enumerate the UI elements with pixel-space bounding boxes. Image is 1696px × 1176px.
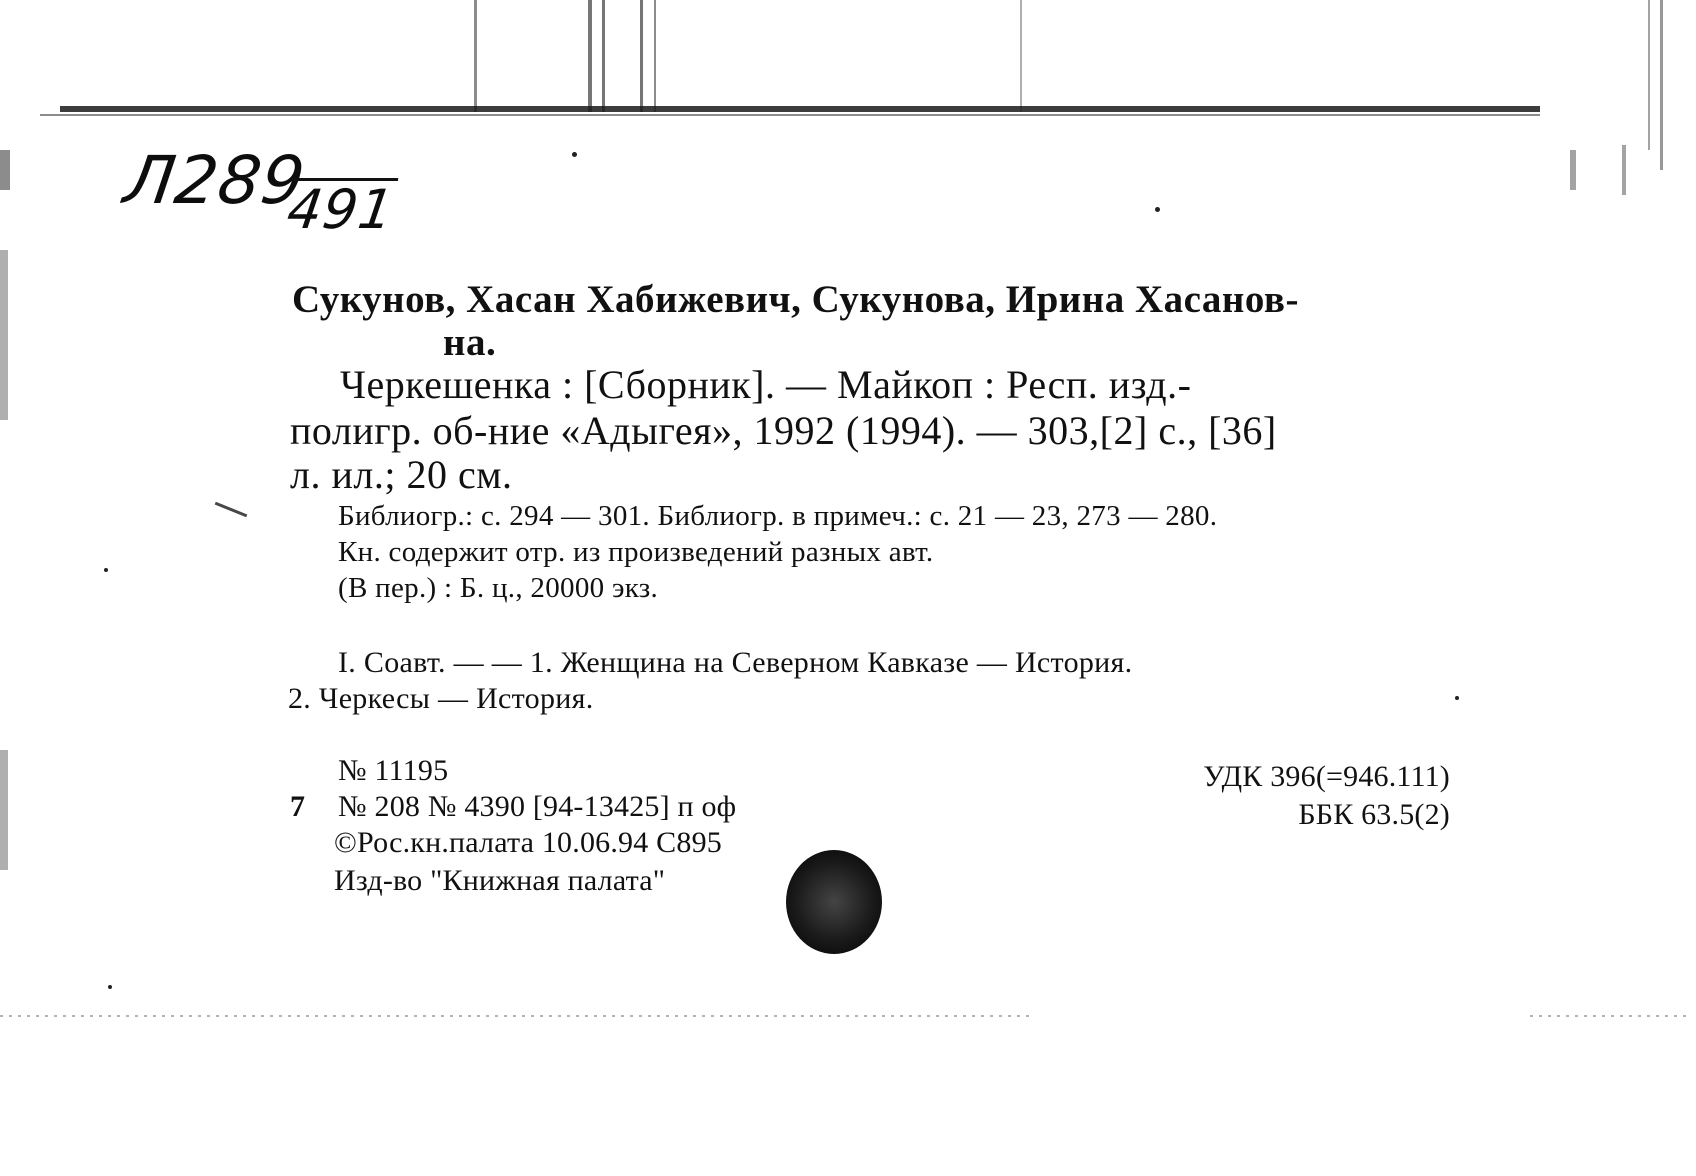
title-imprint: Черкешенка : [Сборник]. — Майкоп : Респ. изд.- (340, 362, 1192, 407)
vertical-scan-line (640, 0, 643, 112)
subject-tracing: I. Соавт. — — 1. Женщина на Северном Кавказе — История. (338, 646, 1133, 679)
vertical-scan-line (1020, 0, 1022, 112)
udc-code: УДК 396(=946.111) (1203, 760, 1450, 793)
vertical-scan-line (588, 0, 592, 112)
author-heading-cont: на. (443, 321, 497, 364)
vertical-scan-line (474, 0, 477, 112)
left-edge-mark (0, 250, 8, 420)
scan-dash (215, 502, 248, 518)
scan-speck (572, 152, 577, 157)
top-edge-line (60, 106, 1540, 112)
vertical-scan-line (1648, 0, 1650, 150)
binding-price-note: (В пер.) : Б. ц., 20000 экз. (338, 572, 659, 604)
vertical-scan-line (654, 0, 656, 112)
registration-codes: № 208 № 4390 [94-13425] п оф (338, 790, 737, 823)
content-note: Кн. содержит отр. из произведений разных авт. (338, 536, 934, 568)
left-edge-mark (0, 750, 8, 870)
scan-speck (1155, 207, 1160, 212)
bbk-code: ББК 63.5(2) (1298, 798, 1450, 831)
publisher-line: Изд-во "Книжная палата" (334, 864, 666, 897)
copyright-line: ©Рос.кн.палата 10.06.94 С895 (334, 826, 722, 859)
vertical-scan-line (602, 0, 605, 112)
scan-speck (1455, 696, 1459, 700)
right-edge-mark (1622, 145, 1626, 195)
series-prefix: 7 (290, 790, 306, 823)
scan-speck (104, 568, 108, 572)
subject-tracing-cont: 2. Черкесы — История. (288, 682, 594, 715)
physical-description: л. ил.; 20 см. (290, 452, 513, 497)
vertical-scan-line (1660, 0, 1663, 170)
right-edge-mark (1570, 150, 1576, 190)
scan-noise (0, 1015, 1030, 1017)
scan-noise (1530, 1015, 1690, 1017)
handwritten-shelf-mark: Л289 (119, 142, 311, 219)
record-number: № 11195 (338, 754, 449, 787)
title-imprint-cont: полигр. об-ние «Адыгея», 1992 (1994). — 303,[2] с., [36] (290, 408, 1277, 453)
author-heading: Сукунов, Хасан Хабижевич, Сукунова, Ирина Хасанов- (292, 278, 1299, 321)
left-edge-mark (0, 150, 10, 190)
top-edge-line-thin (40, 114, 1540, 116)
ink-blot (786, 850, 882, 954)
handwritten-number: 491 (283, 178, 399, 241)
scan-speck (108, 985, 112, 989)
bibliography-note: Библиогр.: с. 294 — 301. Библиогр. в примеч.: с. 21 — 23, 273 — 280. (338, 500, 1218, 532)
